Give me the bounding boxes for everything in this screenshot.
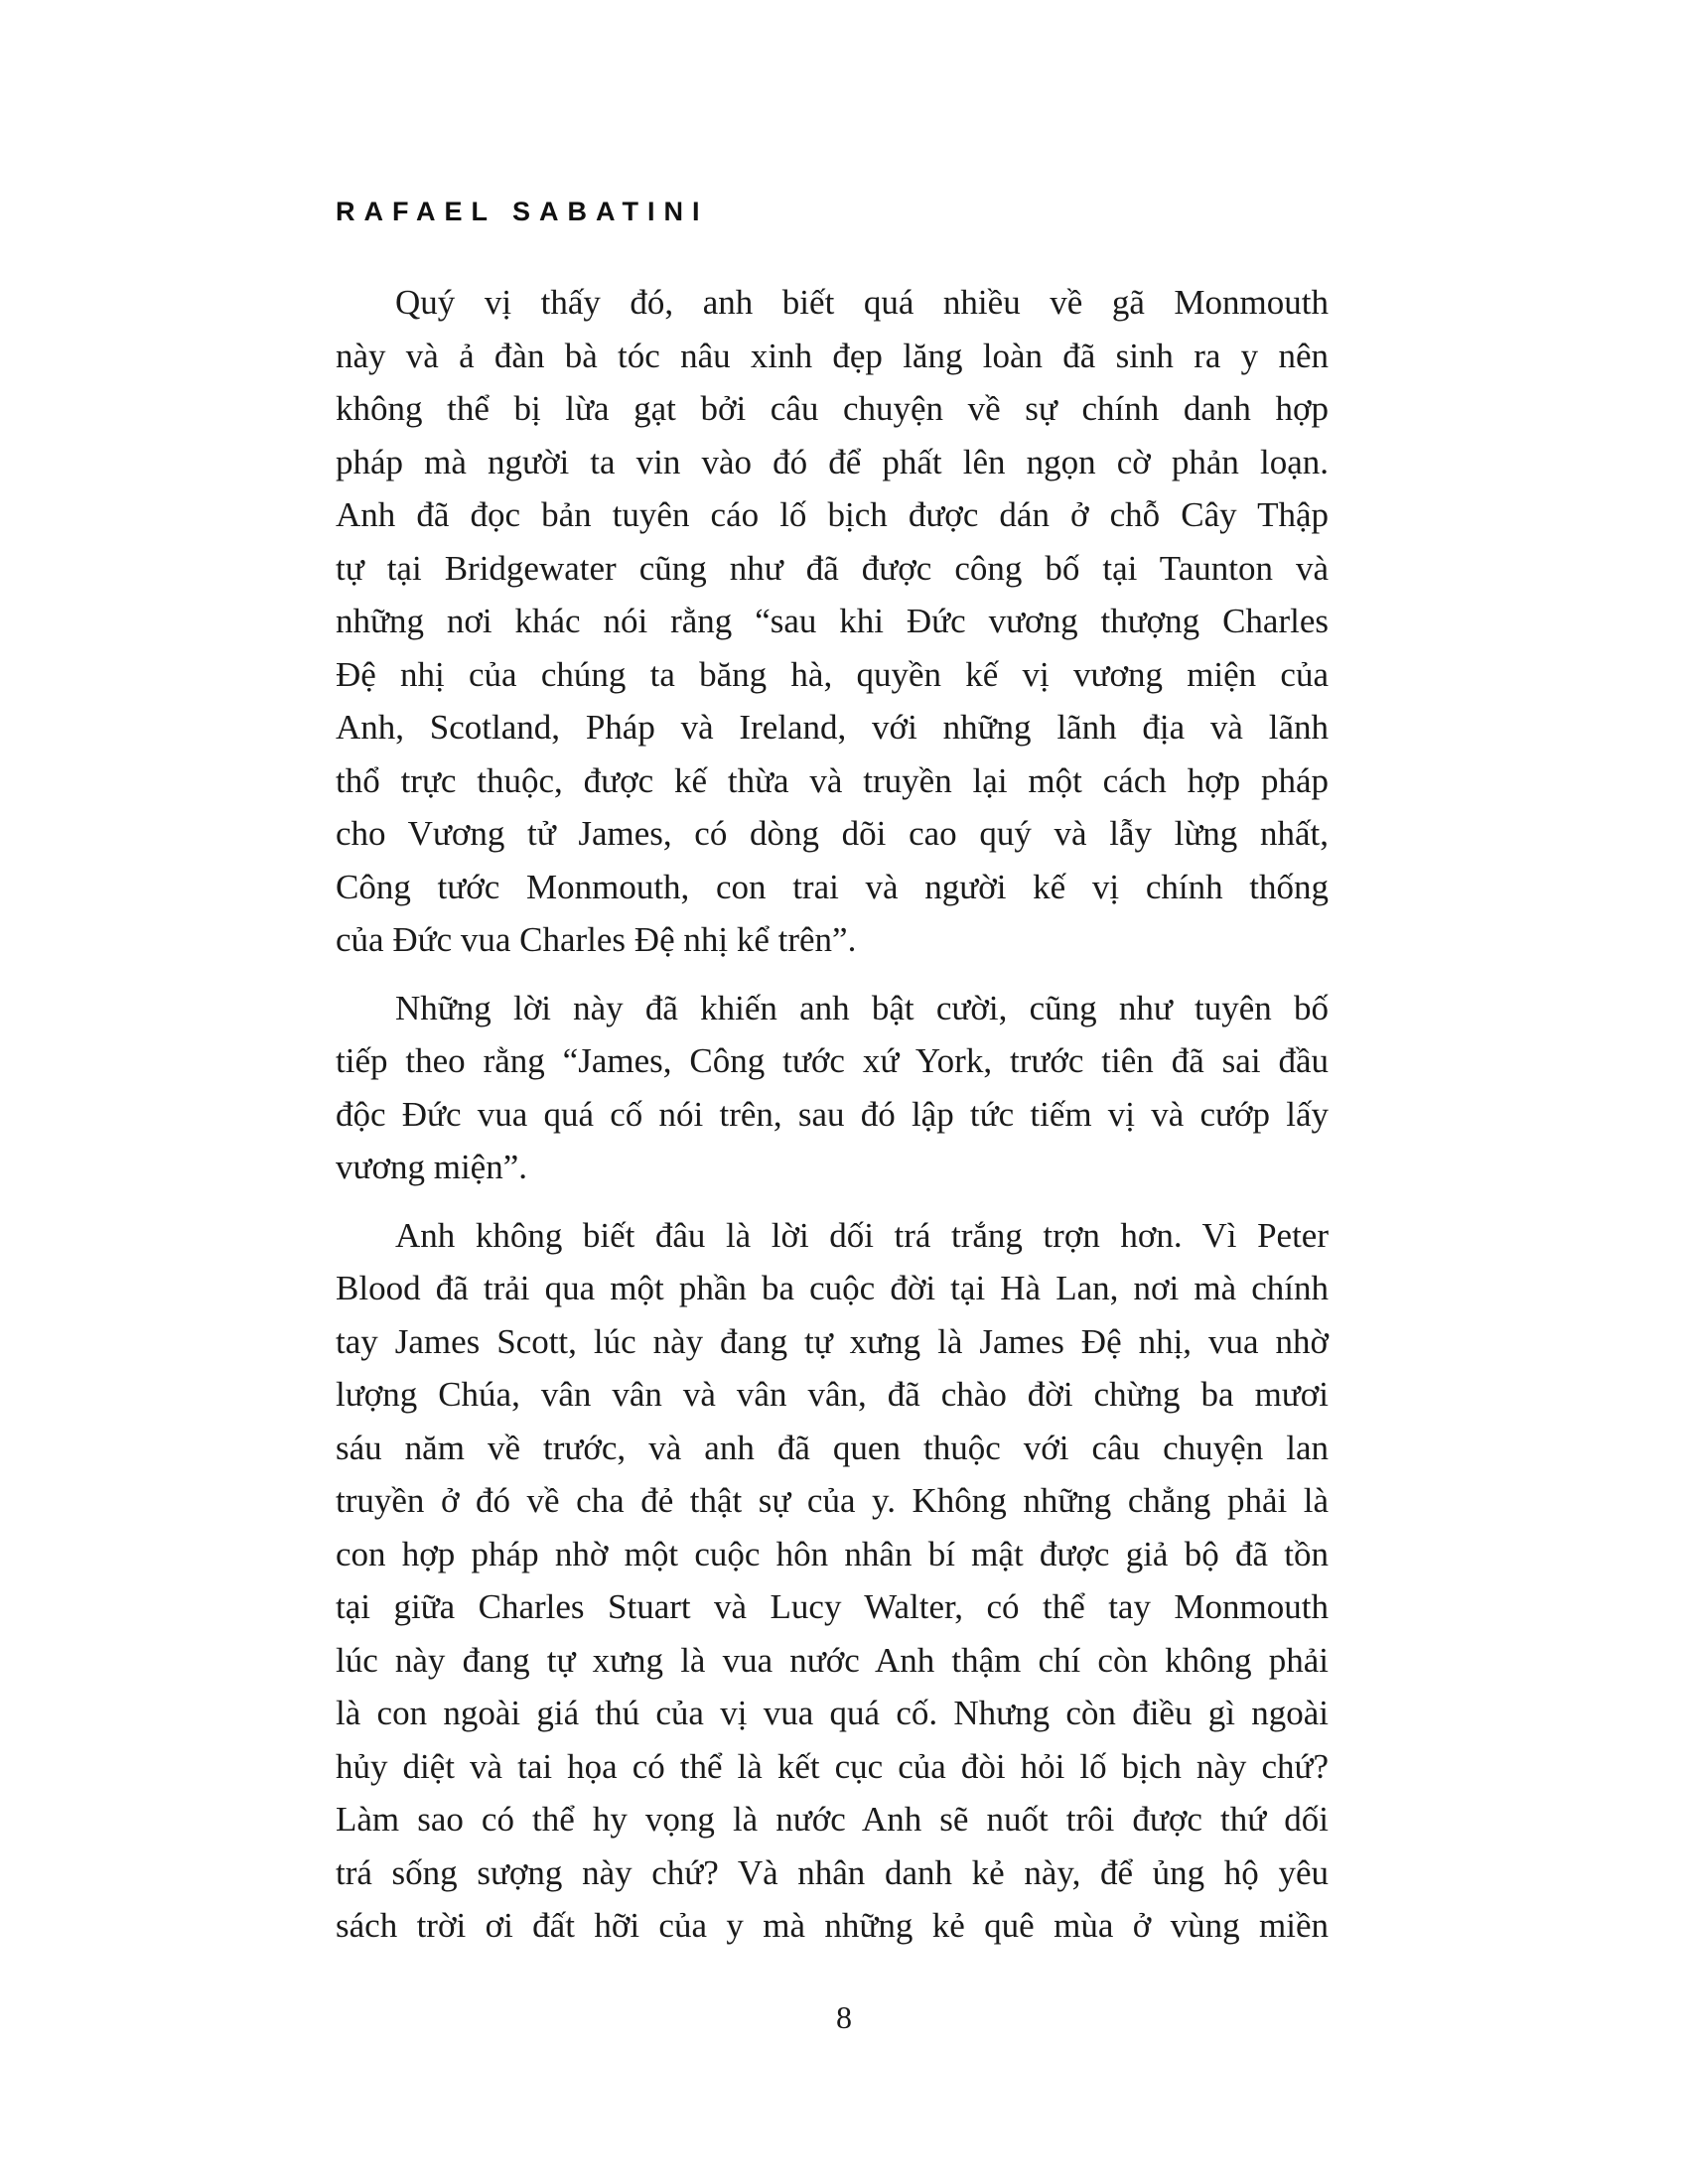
text-line: cho Vương tử James, có dòng dõi cao quý và lẫy lừng nhất, (336, 814, 1329, 853)
text-line: lúc này đang tự xưng là vua nước Anh thậm chí còn không phải (336, 1640, 1329, 1680)
paragraph (336, 276, 1329, 967)
text-line: pháp mà người ta vin vào đó để phất lên ngọn cờ phản loạn. (336, 442, 1329, 481)
text-line: của Đức vua Charles Đệ nhị kể trên”. (336, 920, 857, 959)
text-line: vương miện”. (336, 1148, 527, 1186)
text-line: này và ả đàn bà tóc nâu xinh đẹp lăng loàn đã sinh ra y nên (336, 336, 1329, 375)
text-line: sáu năm về trước, và anh đã quen thuộc với câu chuyện lan (336, 1428, 1329, 1467)
text-line: truyền ở đó về cha đẻ thật sự của y. Không những chẳng phải là (336, 1481, 1329, 1520)
text-line: độc Đức vua quá cố nói trên, sau đó lập tức tiếm vị và cướp lấy (336, 1094, 1329, 1134)
paragraph (336, 982, 1329, 1194)
text-line: tiếp theo rằng “James, Công tước xứ York, trước tiên đã sai đầu (336, 1041, 1329, 1080)
text-line: Đệ nhị của chúng ta băng hà, quyền kế vị vương miện của (336, 654, 1329, 694)
text-line: Công tước Monmouth, con trai và người kế vị chính thống (336, 867, 1329, 906)
text-line: là con ngoài giá thú của vị vua quá cố. Nhưng còn điều gì ngoài (336, 1694, 1329, 1732)
text-line: trá sống sượng này chứ? Và nhân danh kẻ này, để ủng hộ yêu (336, 1852, 1329, 1892)
text-line: con hợp pháp nhờ một cuộc hôn nhân bí mật được giả bộ đã tồn (336, 1534, 1329, 1573)
text-line: Những lời này đã khiến anh bật cười, cũng như tuyên bố (395, 988, 1329, 1027)
text-line: Blood đã trải qua một phần ba cuộc đời tại Hà Lan, nơi mà chính (336, 1269, 1329, 1307)
text-line: tay James Scott, lúc này đang tự xưng là James Đệ nhị, vua nhờ (336, 1321, 1329, 1361)
text-line: hủy diệt và tai họa có thể là kết cục của đòi hỏi lố bịch này chứ? (336, 1746, 1329, 1786)
text-line: tự tại Bridgewater cũng như đã được công bố tại Taunton và (336, 548, 1329, 588)
text-line: Anh, Scotland, Pháp và Ireland, với những lãnh địa và lãnh (336, 708, 1329, 747)
text-line: thổ trực thuộc, được kế thừa và truyền lại một cách hợp pháp (336, 760, 1329, 800)
text-line: tại giữa Charles Stuart và Lucy Walter, có thể tay Monmouth (336, 1587, 1329, 1626)
text-line: Quý vị thấy đó, anh biết quá nhiều về gã Monmouth (395, 283, 1329, 322)
text-line: Anh đã đọc bản tuyên cáo lố bịch được dán ở chỗ Cây Thập (336, 495, 1329, 534)
running-header-author: RAFAEL SABATINI (336, 197, 709, 226)
body-text (336, 276, 1329, 1968)
paragraph (336, 1209, 1329, 1953)
text-line: Làm sao có thể hy vọng là nước Anh sẽ nuốt trôi được thứ dối (336, 1800, 1329, 1839)
text-line: không thể bị lừa gạt bởi câu chuyện về sự chính danh hợp (336, 389, 1329, 428)
text-line: Anh không biết đâu là lời dối trá trắng trợn hơn. Vì Peter (395, 1215, 1329, 1255)
text-line: những nơi khác nói rằng “sau khi Đức vương thượng Charles (336, 602, 1329, 640)
page-number: 8 (836, 1999, 852, 2035)
text-line: lượng Chúa, vân vân và vân vân, đã chào đời chừng ba mươi (336, 1375, 1329, 1414)
text-line: sách trời ơi đất hỡi của y mà những kẻ quê mùa ở vùng miền (336, 1906, 1329, 1945)
